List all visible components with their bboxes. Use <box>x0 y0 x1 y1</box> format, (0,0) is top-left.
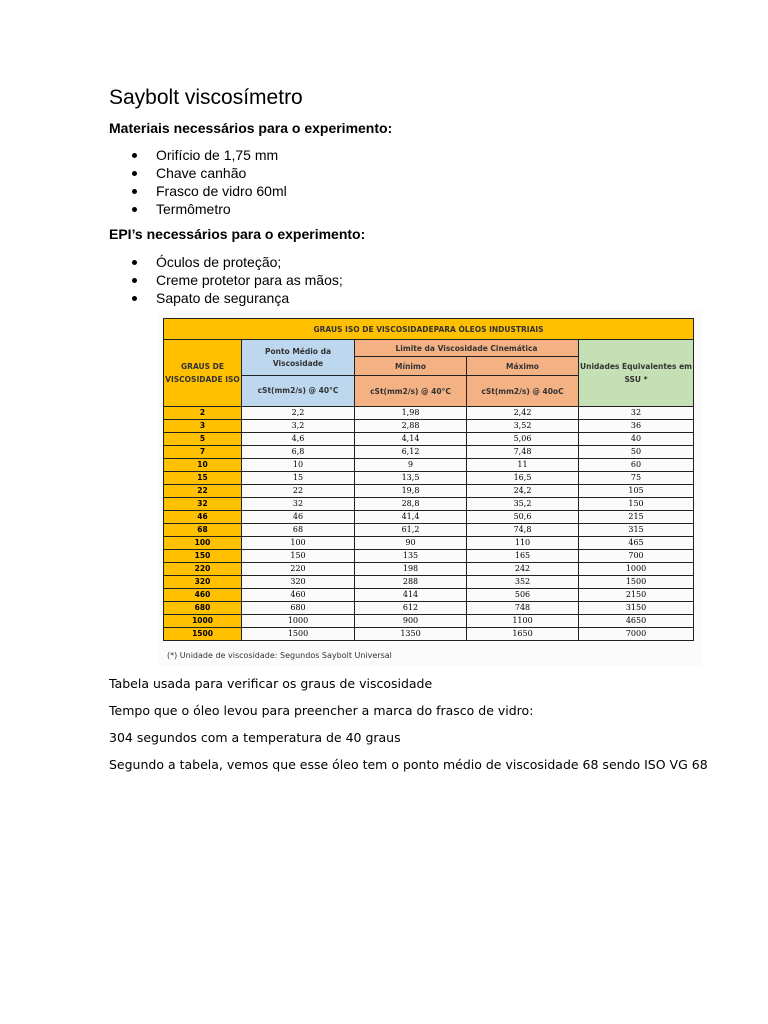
max-cell: 1650 <box>467 628 579 641</box>
table-row <box>164 420 694 433</box>
min-cell: 135 <box>355 550 467 563</box>
list-item: Termômetro <box>109 200 287 218</box>
min-cell: 900 <box>355 615 467 628</box>
mid-cell: 460 <box>242 589 355 602</box>
min-cell: 61,2 <box>355 524 467 537</box>
table-row <box>164 407 694 420</box>
ssu-cell: 2150 <box>579 589 694 602</box>
grade-cell: 460 <box>164 589 242 602</box>
table-row <box>164 446 694 459</box>
max-cell: 3,52 <box>467 420 579 433</box>
paragraph-table-caption: Tabela usada para verificar os graus de viscosidade <box>109 676 433 691</box>
col-header-mid: Ponto Médio da Viscosidade <box>242 340 355 376</box>
grade-cell: 150 <box>164 550 242 563</box>
grade-cell: 32 <box>164 498 242 511</box>
bullet-icon <box>132 260 137 265</box>
min-cell: 1,98 <box>355 407 467 420</box>
grade-cell: 2 <box>164 407 242 420</box>
bullet-icon <box>132 153 137 158</box>
ssu-cell: 3150 <box>579 602 694 615</box>
mid-cell: 4,6 <box>242 433 355 446</box>
ssu-cell: 4650 <box>579 615 694 628</box>
col-header-ssu: Unidades Equivalentes em SSU * <box>579 340 694 407</box>
unit-header-max: cSt(mm2/s) @ 40oC <box>467 376 579 407</box>
mid-cell: 68 <box>242 524 355 537</box>
min-cell: 9 <box>355 459 467 472</box>
max-cell: 506 <box>467 589 579 602</box>
ssu-cell: 60 <box>579 459 694 472</box>
max-cell: 110 <box>467 537 579 550</box>
unit-header-mid: cSt(mm2/s) @ 40°C <box>242 376 355 407</box>
col-header-min: Mínimo <box>355 357 467 376</box>
grade-cell: 680 <box>164 602 242 615</box>
ssu-cell: 1500 <box>579 576 694 589</box>
grade-cell: 46 <box>164 511 242 524</box>
max-cell: 16,5 <box>467 472 579 485</box>
table-row <box>164 563 694 576</box>
table-row <box>164 472 694 485</box>
table-row <box>164 615 694 628</box>
max-cell: 242 <box>467 563 579 576</box>
grade-cell: 5 <box>164 433 242 446</box>
min-cell: 41,4 <box>355 511 467 524</box>
grade-cell: 1500 <box>164 628 242 641</box>
mid-cell: 2,2 <box>242 407 355 420</box>
mid-cell: 32 <box>242 498 355 511</box>
mid-cell: 150 <box>242 550 355 563</box>
list-item: Chave canhão <box>109 164 287 182</box>
table-row <box>164 459 694 472</box>
min-cell: 2,88 <box>355 420 467 433</box>
max-cell: 50,6 <box>467 511 579 524</box>
ssu-cell: 1000 <box>579 563 694 576</box>
table-title: GRAUS ISO DE VISCOSIDADEPARA ÓLEOS INDUSTRIAIS <box>164 319 694 340</box>
max-cell: 7,48 <box>467 446 579 459</box>
page-title: Saybolt viscosímetro <box>109 86 303 109</box>
mid-cell: 680 <box>242 602 355 615</box>
grade-cell: 320 <box>164 576 242 589</box>
mid-cell: 46 <box>242 511 355 524</box>
ssu-cell: 105 <box>579 485 694 498</box>
min-cell: 90 <box>355 537 467 550</box>
table-row <box>164 550 694 563</box>
materials-heading: Materiais necessários para o experimento: <box>109 120 393 136</box>
table-row <box>164 576 694 589</box>
grade-cell: 22 <box>164 485 242 498</box>
mid-cell: 3,2 <box>242 420 355 433</box>
paragraph-fill-time: Tempo que o óleo levou para preencher a marca do frasco de vidro: <box>109 703 534 718</box>
min-cell: 28,8 <box>355 498 467 511</box>
mid-cell: 100 <box>242 537 355 550</box>
grade-cell: 220 <box>164 563 242 576</box>
list-item: Óculos de proteção; <box>109 253 343 271</box>
ssu-cell: 75 <box>579 472 694 485</box>
mid-cell: 6,8 <box>242 446 355 459</box>
mid-cell: 10 <box>242 459 355 472</box>
max-cell: 35,2 <box>467 498 579 511</box>
min-cell: 19,8 <box>355 485 467 498</box>
paragraph-result: 304 segundos com a temperatura de 40 graus <box>109 730 401 745</box>
mid-cell: 320 <box>242 576 355 589</box>
grade-cell: 15 <box>164 472 242 485</box>
table-row <box>164 589 694 602</box>
min-cell: 414 <box>355 589 467 602</box>
list-item: Orifício de 1,75 mm <box>109 146 287 164</box>
max-cell: 74,8 <box>467 524 579 537</box>
viscosity-table <box>163 318 694 641</box>
list-item: Creme protetor para as mãos; <box>109 271 343 289</box>
bullet-icon <box>132 296 137 301</box>
grade-cell: 68 <box>164 524 242 537</box>
grade-cell: 7 <box>164 446 242 459</box>
ssu-cell: 32 <box>579 407 694 420</box>
ssu-cell: 215 <box>579 511 694 524</box>
grade-cell: 1000 <box>164 615 242 628</box>
mid-cell: 1500 <box>242 628 355 641</box>
list-item: Sapato de segurança <box>109 289 343 307</box>
viscosity-table-image <box>158 310 702 666</box>
bullet-icon <box>132 278 137 283</box>
grade-cell: 10 <box>164 459 242 472</box>
table-row <box>164 485 694 498</box>
col-header-grade: GRAUS DE VISCOSIDADE ISO <box>164 340 242 407</box>
mid-cell: 220 <box>242 563 355 576</box>
max-cell: 1100 <box>467 615 579 628</box>
min-cell: 612 <box>355 602 467 615</box>
min-cell: 4,14 <box>355 433 467 446</box>
max-cell: 2,42 <box>467 407 579 420</box>
ssu-cell: 315 <box>579 524 694 537</box>
ssu-cell: 7000 <box>579 628 694 641</box>
ssu-cell: 50 <box>579 446 694 459</box>
min-cell: 6,12 <box>355 446 467 459</box>
min-cell: 198 <box>355 563 467 576</box>
ssu-cell: 465 <box>579 537 694 550</box>
list-item: Frasco de vidro 60ml <box>109 182 287 200</box>
max-cell: 5,06 <box>467 433 579 446</box>
min-cell: 1350 <box>355 628 467 641</box>
grade-cell: 3 <box>164 420 242 433</box>
bullet-icon <box>132 171 137 176</box>
col-header-max: Máximo <box>467 357 579 376</box>
ssu-cell: 700 <box>579 550 694 563</box>
ssu-cell: 150 <box>579 498 694 511</box>
table-row <box>164 433 694 446</box>
max-cell: 748 <box>467 602 579 615</box>
grade-cell: 100 <box>164 537 242 550</box>
table-row <box>164 498 694 511</box>
max-cell: 165 <box>467 550 579 563</box>
epi-list <box>109 253 343 307</box>
table-footnote: (*) Unidade de viscosidade: Segundos Saybolt Universal <box>167 651 392 660</box>
table-row <box>164 537 694 550</box>
epi-heading: EPI’s necessários para o experimento: <box>109 226 366 242</box>
min-cell: 13,5 <box>355 472 467 485</box>
max-cell: 352 <box>467 576 579 589</box>
max-cell: 11 <box>467 459 579 472</box>
max-cell: 24,2 <box>467 485 579 498</box>
mid-cell: 15 <box>242 472 355 485</box>
ssu-cell: 36 <box>579 420 694 433</box>
table-row <box>164 524 694 537</box>
materials-list <box>109 146 287 218</box>
bullet-icon <box>132 189 137 194</box>
table-row <box>164 602 694 615</box>
table-row <box>164 628 694 641</box>
unit-header-min: cSt(mm2/s) @ 40°C <box>355 376 467 407</box>
paragraph-conclusion: Segundo a tabela, vemos que esse óleo tem o ponto médio de viscosidade 68 sendo ISO VG 68 <box>109 757 708 772</box>
table-row <box>164 511 694 524</box>
min-cell: 288 <box>355 576 467 589</box>
col-header-limit: Limite da Viscosidade Cinemática <box>355 340 579 357</box>
bullet-icon <box>132 207 137 212</box>
mid-cell: 22 <box>242 485 355 498</box>
ssu-cell: 40 <box>579 433 694 446</box>
mid-cell: 1000 <box>242 615 355 628</box>
